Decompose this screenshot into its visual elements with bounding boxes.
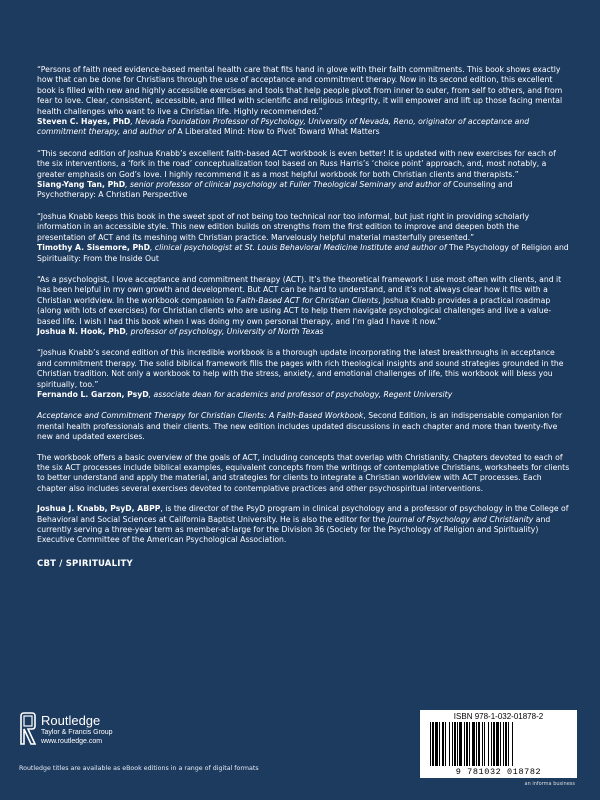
endorsement-hook	[37, 275, 570, 337]
author-bio	[37, 504, 570, 546]
referenced-book-title: Faith-Based ACT for Christian Clients	[236, 295, 379, 305]
endorsement-text: “Persons of faith need evidence-based mental health care that fits hand in glove with their faith commitments. This book shows exactly how that can be done for Christians through the use of acceptance and commitment therapy. Now in its second edition, this excellent book is filled with new and highly accessible exercises and tools that help people pivot from inner to outer, from self to others, and from fear to love. Clear, consistent, accessible, and filled with scientific and religious integrity, it will empower and lift up those facing mental health challenges who want to live a Christian life. Highly recommended.”	[37, 65, 563, 116]
endorsement-attribution	[37, 327, 570, 337]
author-bio-text: , is the director of the PsyD program in clinical psychology and a professor of psychology in the College of Behavioral and Social Sciences at California Baptist University. He is also the editor for the	[37, 504, 569, 524]
endorsement-sisemore	[37, 212, 570, 264]
endorser-work: The Psychology of Religion and Spirituality: From the Inside Out	[37, 243, 569, 263]
endorsement-text-part: , Joshua Knabb provides a practical roadmap (along with lots of exercises) for Christian clients who are using ACT to help them navigate psychological challenges and live a value-based life. I wish I had this book when I was doing my own personal therapy, and I’m glad I have it now.”	[37, 295, 552, 326]
endorser-role: , Nevada Foundation Professor of Psychology, University of Nevada, Reno, originator of acceptance and commitment therapy, and author of	[37, 117, 530, 137]
book-title: Acceptance and Commitment Therapy for Christian Clients: A Faith-Based Workbook	[37, 411, 364, 421]
endorsement-garzon	[37, 348, 570, 400]
endorser-name: Fernando L. Garzon, PsyD	[37, 389, 149, 399]
endorser-name: Steven C. Hayes, PhD	[37, 117, 131, 127]
endorsement-tan	[37, 149, 570, 201]
endorser-work: A Liberated Mind: How to Pivot Toward What Matters	[177, 127, 380, 137]
barcode-icon	[428, 722, 569, 766]
isbn-label: ISBN 978-1-032-01878-2	[453, 712, 544, 721]
book-description	[37, 411, 570, 442]
description-text: , Second Edition, is an indispensable companion for mental health professionals and their clients. The new edition includes updated discussions in each chapter and more than twenty-five new and updated exercises.	[37, 411, 563, 442]
book-overview: The workbook offers a basic overview of the goals of ACT, including concepts that overlap with Christianity. Chapters devoted to each of the six ACT processes include biblical examples, equivalent concepts from the writings of contemplative Christians, worksheets for clients to better understand and apply the material, and strategies for clients to integrate a Christian worldview with ACT processes. Each chapter also includes several exercises devoted to contemplative practices and other psychospiritual interventions.	[37, 452, 570, 493]
endorsement-text-part: “As a psychologist, I love acceptance and commitment therapy (ACT). It’s the theoretical framework I use most often with clients, and it has been helpful in my own growth and development. But ACT can be hard to understand, and it’s not always clear how it fits with a Christian worldview. In the workbook companion to	[37, 274, 562, 305]
endorsement-attribution	[37, 180, 570, 201]
endorser-role: , professor of psychology, University of North Texas	[125, 326, 324, 336]
ebook-note: Routledge titles are available as eBook editions in a range of digital formats	[19, 765, 259, 772]
routledge-logo-icon	[19, 712, 37, 746]
endorsement-text: “This second edition of Joshua Knabb’s excellent faith-based ACT workbook is even better! It is updated with new exercises for each of the six interventions, a ‘fork in the road’ conceptualization tool based on Russ Harris’s ‘choice point’ approach, and, most notably, a greater emphasis on God’s love. I highly recommend it as a most helpful workbook for both Christian clients and therapists.”	[37, 148, 556, 179]
endorser-name: Siang-Yang Tan, PhD	[37, 180, 126, 190]
endorser-name: Timothy A. Sisemore, PhD	[37, 243, 151, 253]
author-name: Joshua J. Knabb, PsyD, ABPP	[37, 504, 161, 514]
endorser-role: , senior professor of clinical psychology at Fuller Theological Seminary and author of	[125, 180, 453, 190]
endorser-name: Joshua N. Hook, PhD	[37, 326, 126, 336]
publisher-name: Routledge	[41, 713, 101, 728]
publisher-text	[41, 714, 113, 746]
publisher-block	[19, 712, 279, 762]
endorsement-text: “Joshua Knabb keeps this book in the sweet spot of not being too technical nor too informal, but just right in providing scholarly information in an accessible style. This new edition builds on strengths from the first edition to improve and deepen both the presentation of ACT and its meshing with Christian practice. Marvelously helpful material masterfully presented.”	[37, 211, 530, 242]
isbn-digits: 9 781032 018782	[455, 767, 542, 777]
publisher-group: Taylor & Francis Group	[41, 729, 113, 736]
back-cover-text	[37, 65, 570, 569]
endorsement-text: “Joshua Knabb’s second edition of this incredible workbook is a thorough update incorporating the latest breakthroughs in acceptance and commitment therapy. The solid biblical framework fills the pages with rich theological insights and sound strategies grounded in the Christian tradition. Not only a workbook to help with the stress, anxiety, and emotional challenges of life, this workbook will bless you spiritually, too.”	[37, 348, 564, 389]
journal-title: Journal of Psychology and Christianity	[387, 514, 534, 524]
author-bio-text: and currently serving a three-year term as member-at-large for the Division 36 (Society for the Psychology of Religion and Spirituality) Executive Committee of the American Psychological Association.	[37, 514, 551, 545]
endorser-role: , associate dean for academics and professor of psychology, Regent University	[148, 389, 453, 399]
endorser-role: , clinical psychologist at St. Louis Behavioral Medicine Institute and author of	[150, 243, 450, 253]
informa-imprint: an informa business	[524, 781, 575, 787]
endorsement-text	[37, 275, 570, 327]
endorsement-attribution	[37, 117, 570, 138]
endorsement-attribution	[37, 243, 570, 264]
subject-category: CBT / SPIRITUALITY	[37, 558, 133, 569]
endorsement-attribution	[37, 390, 570, 400]
endorsement-hayes	[37, 65, 570, 138]
endorser-work: Counseling and Psychotherapy: A Christian Perspective	[37, 180, 513, 200]
isbn-barcode	[420, 710, 577, 787]
publisher-url: www.routledge.com	[41, 738, 103, 745]
